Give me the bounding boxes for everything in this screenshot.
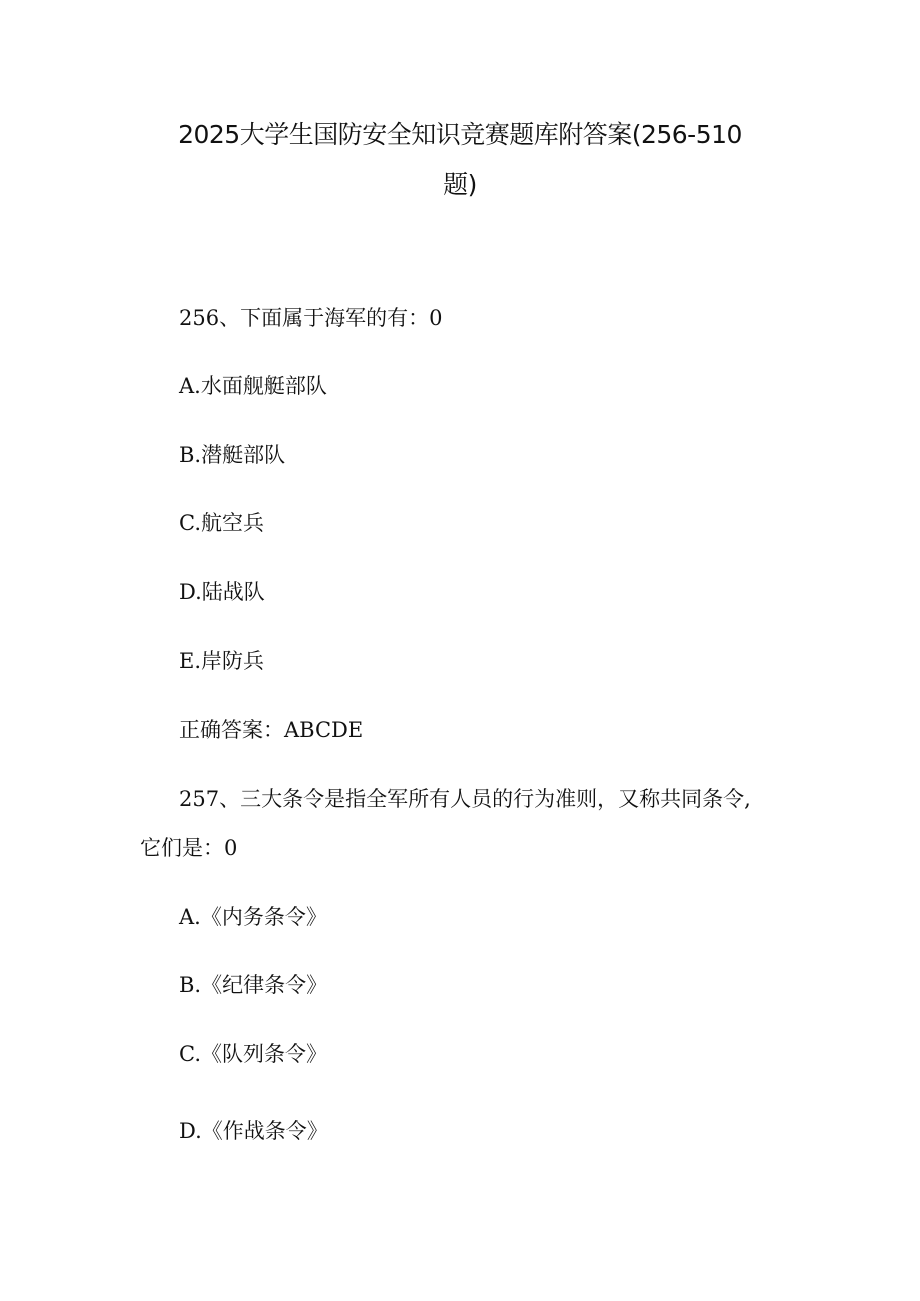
question-257-option-b: B.《纪律条令》 [179,973,328,997]
document-title-line-1: 2025大学生国防安全知识竞赛题库附答案(256-510 [178,120,742,149]
question-256-answer: 正确答案：ABCDE [179,718,364,742]
document-title [140,110,780,210]
question-256-option-e: E.岸防兵 [179,649,265,673]
question-256-option-d: D.陆战队 [179,580,265,604]
question-257-stem-line-1: 257、三大条令是指全军所有人员的行为准则，又称共同条令, [179,787,751,811]
question-256-option-b: B.潜艇部队 [179,443,286,467]
question-257-option-d: D.《作战条令》 [179,1119,328,1143]
question-256-option-c: C.航空兵 [179,511,264,535]
question-257-option-a: A.《内务条令》 [179,905,327,929]
question-257-stem-line-2: 它们是：0 [140,836,238,860]
document-title-line-2: 题) [443,170,477,199]
question-256-stem: 256、下面属于海军的有：0 [179,306,443,330]
question-257-option-c: C.《队列条令》 [179,1042,327,1066]
question-256-option-a: A.水面舰艇部队 [179,374,327,398]
